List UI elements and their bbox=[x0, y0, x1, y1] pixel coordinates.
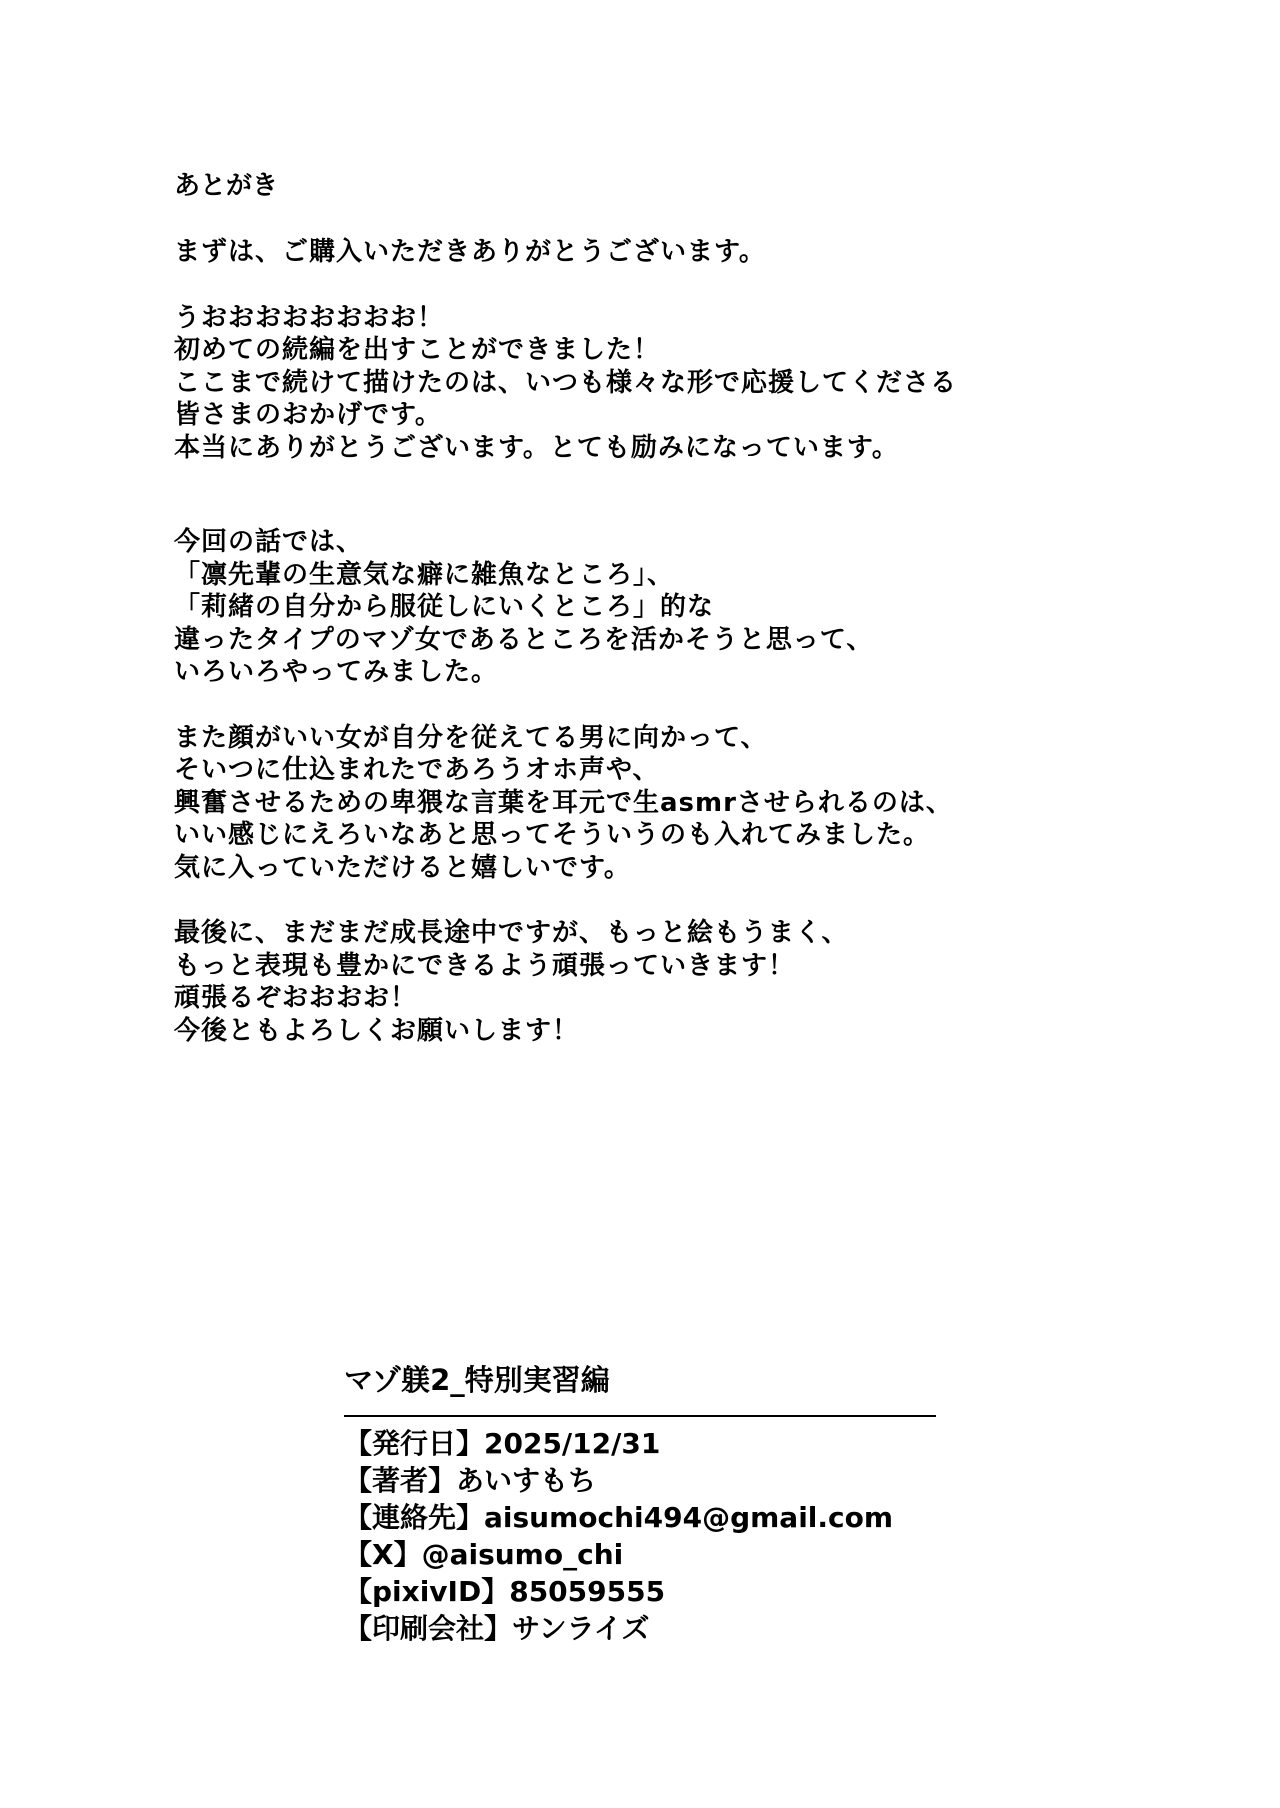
x-handle: 【X】@aisumo_chi bbox=[344, 1538, 624, 1571]
afterword-line: 違ったタイプのマゾ女であるところを活かそうと思って、 bbox=[174, 624, 874, 655]
publication-date: 【発行日】2025/12/31 bbox=[344, 1427, 661, 1460]
afterword-line: まずは、ご購入いただきありがとうございます。 bbox=[174, 237, 766, 267]
afterword-section bbox=[174, 170, 1074, 1080]
pixiv-id: 【pixivID】85059555 bbox=[344, 1575, 666, 1608]
afterword-line: 皆さまのおかげです。 bbox=[174, 400, 442, 430]
afterword-line: 「凛先輩の生意気な癖に雑魚なところ」、 bbox=[174, 559, 675, 590]
afterword-line: いい感じにえろいなあと思ってそういうのも入れてみました。 bbox=[174, 820, 931, 850]
afterword-line: いろいろやってみました。 bbox=[174, 657, 499, 687]
afterword-line: そいつに仕込まれたであろうオホ声や、 bbox=[174, 755, 660, 785]
afterword-paragraph-3 bbox=[174, 526, 1074, 689]
afterword-line: うおおおおおおおお！ bbox=[174, 302, 445, 333]
book-title: マゾ躾2_特別実習編 bbox=[344, 1363, 610, 1397]
afterword-paragraph-5 bbox=[174, 917, 1074, 1047]
afterword-line: ここまで続けて描けたのは、いつも様々な形で応援してくださる bbox=[174, 367, 958, 398]
afterword-line: 興奮させるための卑猥な言葉を耳元で生asmrさせられるのは、 bbox=[174, 787, 953, 818]
contact-email: 【連絡先】aisumochi494@gmail.com bbox=[344, 1501, 894, 1534]
afterword-line: 気に入っていただけると嬉しいです。 bbox=[174, 852, 631, 883]
afterword-line: 初めての続編を出すことができました！ bbox=[174, 335, 661, 365]
afterword-line: 「莉緒の自分から服従しにいくところ」的な bbox=[174, 592, 715, 622]
author-line: 【著者】あいすもち bbox=[344, 1464, 597, 1497]
afterword-line: 頑張るぞおおおお！ bbox=[174, 983, 418, 1013]
printing-company: 【印刷会社】サンライズ bbox=[344, 1612, 650, 1645]
afterword-line: また顔がいい女が自分を従えてる男に向かって、 bbox=[174, 722, 768, 753]
afterword-line: 今後ともよろしくお願いします！ bbox=[174, 1015, 580, 1046]
afterword-line: 今回の話では、 bbox=[174, 527, 364, 557]
colophon bbox=[344, 1362, 944, 1647]
afterword-heading: あとがき bbox=[174, 171, 279, 201]
afterword-line: 本当にありがとうございます。とても励みになっています。 bbox=[174, 432, 899, 463]
afterword-paragraph-1 bbox=[174, 236, 1074, 269]
afterword-paragraph-2 bbox=[174, 302, 1074, 465]
afterword-line: 最後に、まだまだ成長途中ですが、もっと絵もうまく、 bbox=[174, 918, 849, 948]
afterword-line: もっと表現も豊かにできるよう頑張っていきます！ bbox=[174, 950, 796, 981]
colophon-divider bbox=[344, 1415, 936, 1417]
afterword-paragraph-4 bbox=[174, 722, 1074, 885]
